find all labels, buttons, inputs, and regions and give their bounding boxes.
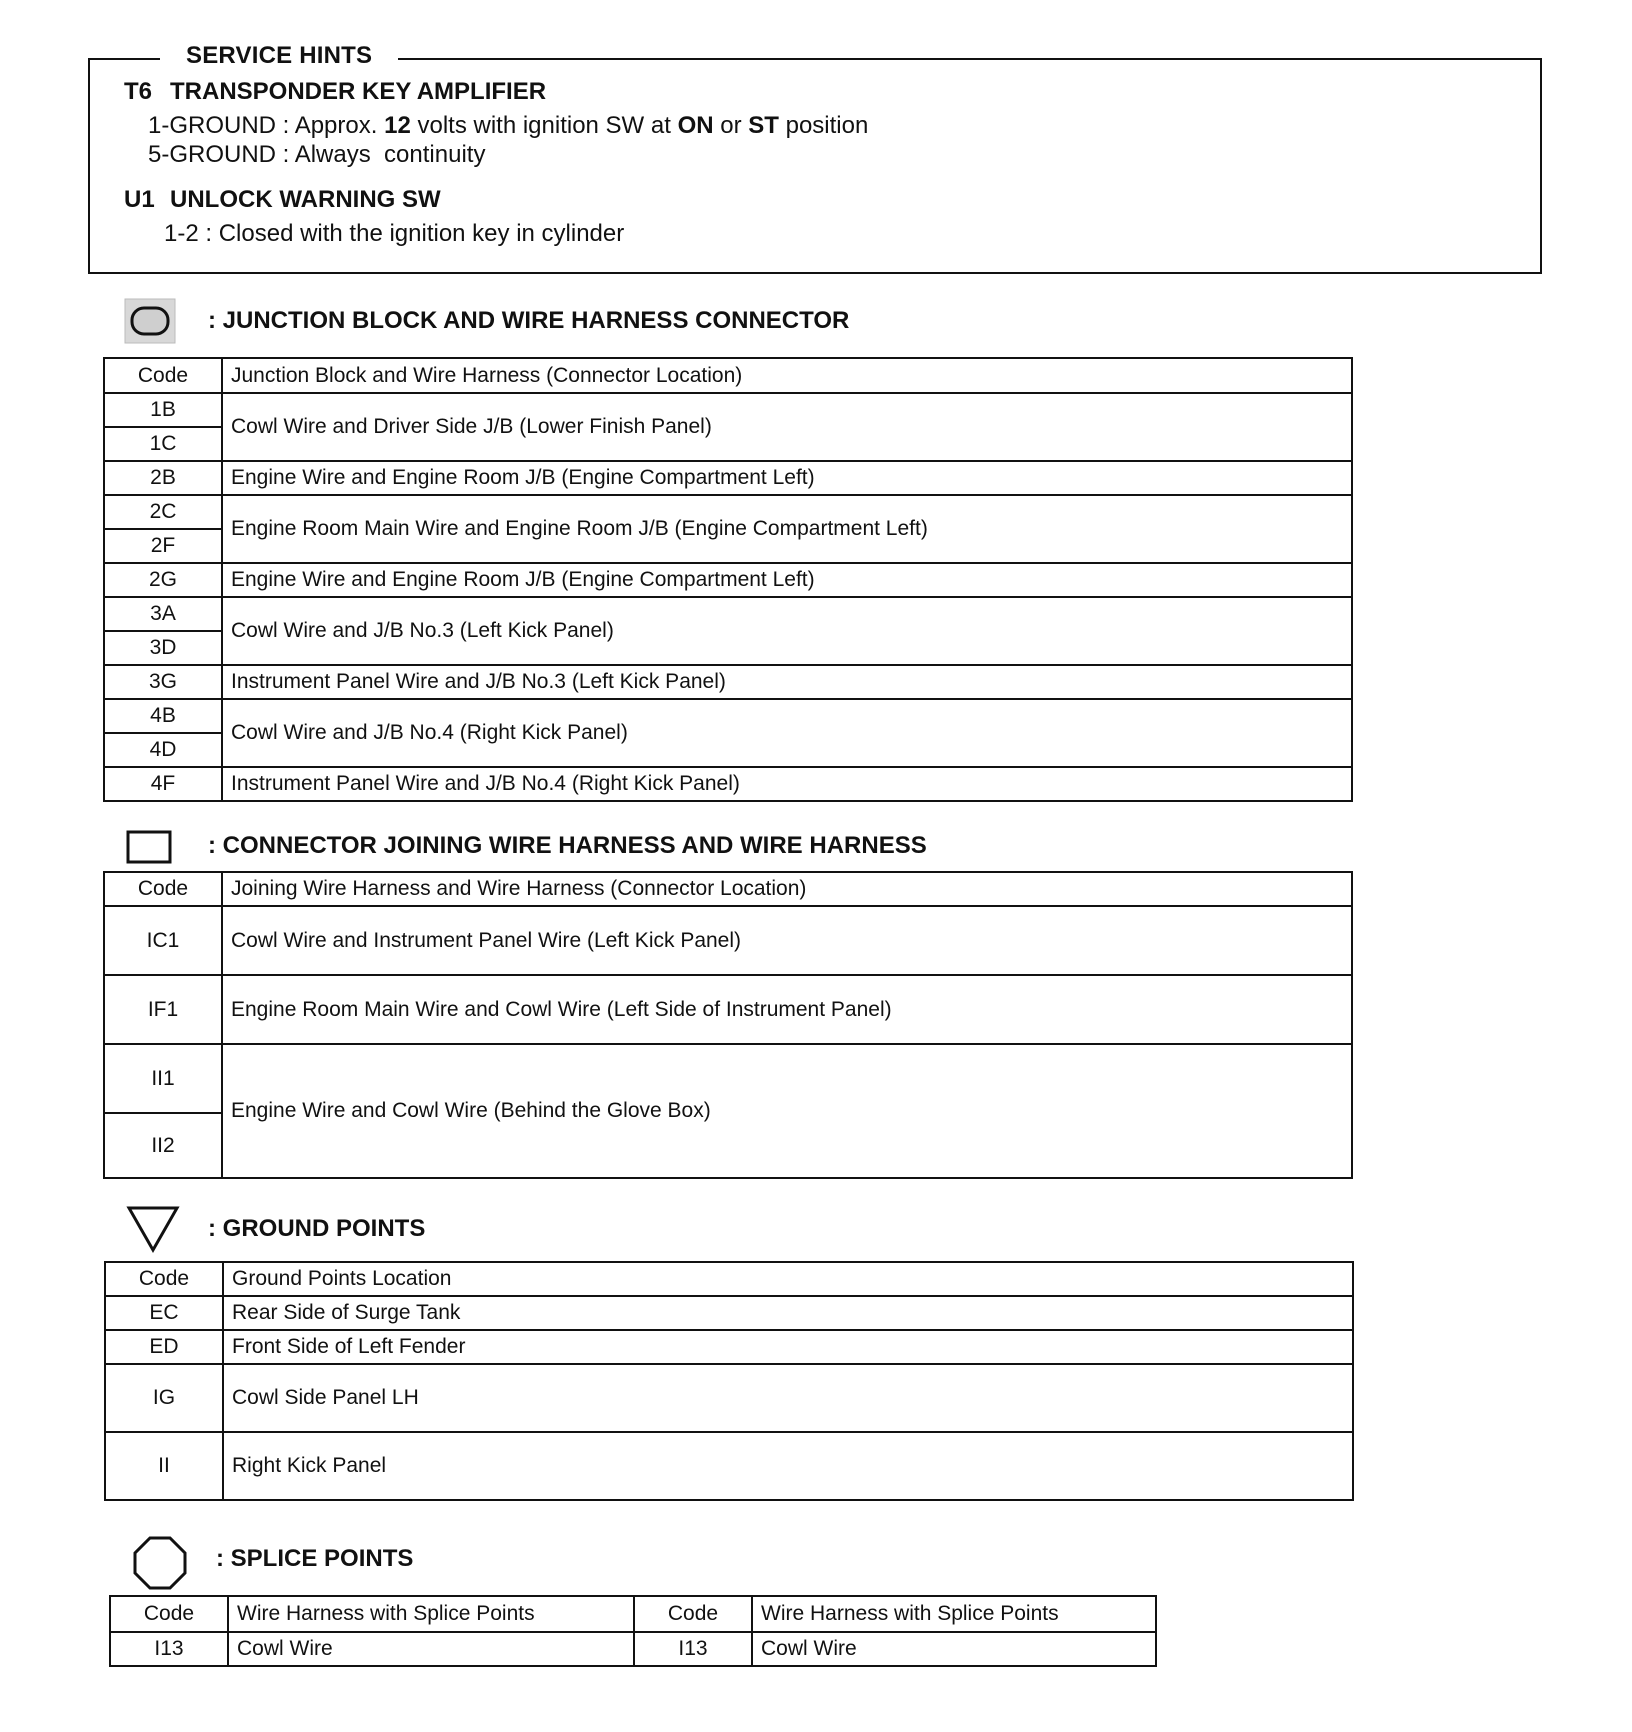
splice-points-table bbox=[109, 1595, 1157, 1667]
code-cell: II1 bbox=[104, 1044, 222, 1113]
table-row bbox=[105, 1432, 1353, 1500]
desc-cell: Instrument Panel Wire and J/B No.4 (Right Kick Panel) bbox=[222, 767, 1352, 801]
code-cell: IC1 bbox=[104, 906, 222, 975]
hint-line bbox=[164, 220, 624, 248]
code-cell: 2F bbox=[104, 529, 222, 563]
ground-triangle-symbol-icon bbox=[126, 1204, 180, 1254]
desc-cell: Cowl Wire and Driver Side J/B (Lower Finish Panel) bbox=[222, 393, 1352, 461]
table-header-row bbox=[105, 1262, 1353, 1296]
service-hints-box bbox=[88, 42, 1542, 274]
table-row bbox=[104, 495, 1352, 529]
desc-cell: Cowl Wire bbox=[228, 1632, 634, 1666]
desc-cell: Right Kick Panel bbox=[223, 1432, 1353, 1500]
desc-cell: Front Side of Left Fender bbox=[223, 1330, 1353, 1364]
header-code: Code bbox=[634, 1596, 752, 1632]
table-row bbox=[104, 393, 1352, 427]
code-cell: 4B bbox=[104, 699, 222, 733]
desc-cell: Cowl Wire and Instrument Panel Wire (Left Kick Panel) bbox=[222, 906, 1352, 975]
code-cell: 2B bbox=[104, 461, 222, 495]
hint-code: T6 bbox=[124, 78, 153, 105]
header-desc: Joining Wire Harness and Wire Harness (Connector Location) bbox=[222, 872, 1352, 906]
code-cell: II bbox=[105, 1432, 223, 1500]
hint-text: Always continuity bbox=[294, 141, 486, 168]
header-desc: Wire Harness with Splice Points bbox=[228, 1596, 634, 1632]
header-code: Code bbox=[110, 1596, 228, 1632]
header-code: Code bbox=[104, 872, 222, 906]
desc-cell: Rear Side of Surge Tank bbox=[223, 1296, 1353, 1330]
hint-title-text: UNLOCK WARNING SW bbox=[170, 186, 441, 213]
hint-bold-value: ST bbox=[748, 112, 779, 139]
header-desc: Junction Block and Wire Harness (Connector Location) bbox=[222, 358, 1352, 393]
hint-pin: 5-GROUND bbox=[148, 141, 277, 168]
hint-line bbox=[148, 141, 485, 169]
code-cell: 2G bbox=[104, 563, 222, 597]
hint-bold-value: 12 bbox=[384, 112, 411, 139]
code-cell: 2C bbox=[104, 495, 222, 529]
hint-title-text: TRANSPONDER KEY AMPLIFIER bbox=[170, 78, 547, 105]
header-code: Code bbox=[104, 358, 222, 393]
table-row bbox=[104, 975, 1352, 1044]
table-row bbox=[104, 906, 1352, 975]
hint-line bbox=[148, 112, 868, 140]
code-cell: 4D bbox=[104, 733, 222, 767]
connector-symbol-icon bbox=[126, 830, 172, 864]
code-cell: 1B bbox=[104, 393, 222, 427]
code-cell: ED bbox=[105, 1330, 223, 1364]
table-header-row bbox=[110, 1596, 1156, 1632]
header-desc: Ground Points Location bbox=[223, 1262, 1353, 1296]
table-header-row bbox=[104, 872, 1352, 906]
splice-points-heading: : SPLICE POINTS bbox=[216, 1545, 414, 1572]
ground-points-table bbox=[104, 1261, 1354, 1501]
code-cell: EC bbox=[105, 1296, 223, 1330]
code-cell: 3G bbox=[104, 665, 222, 699]
desc-cell: Engine Wire and Engine Room J/B (Engine Compartment Left) bbox=[222, 563, 1352, 597]
table-row bbox=[105, 1330, 1353, 1364]
table-row bbox=[104, 461, 1352, 495]
hint-separator: : bbox=[276, 141, 295, 168]
hint-title-u1 bbox=[124, 186, 441, 214]
connector-joining-table bbox=[103, 871, 1353, 1179]
code-cell: 4F bbox=[104, 767, 222, 801]
desc-cell: Instrument Panel Wire and J/B No.3 (Left Kick Panel) bbox=[222, 665, 1352, 699]
desc-cell: Engine Room Main Wire and Cowl Wire (Left Side of Instrument Panel) bbox=[222, 975, 1352, 1044]
connector-joining-heading: : CONNECTOR JOINING WIRE HARNESS AND WIRE HARNESS bbox=[208, 832, 927, 859]
service-hints-legend: SERVICE HINTS bbox=[160, 42, 398, 70]
hint-text: Approx. bbox=[294, 112, 385, 139]
table-row bbox=[104, 597, 1352, 631]
table-row bbox=[110, 1632, 1156, 1666]
code-cell: II2 bbox=[104, 1113, 222, 1178]
table-row bbox=[104, 665, 1352, 699]
table-row bbox=[104, 563, 1352, 597]
desc-cell: Engine Wire and Engine Room J/B (Engine Compartment Left) bbox=[222, 461, 1352, 495]
hint-text: or bbox=[713, 112, 749, 139]
junction-block-heading: : JUNCTION BLOCK AND WIRE HARNESS CONNECTOR bbox=[208, 307, 850, 334]
hint-text: volts with ignition SW at bbox=[410, 112, 678, 139]
code-cell: 3A bbox=[104, 597, 222, 631]
ground-points-heading: : GROUND POINTS bbox=[208, 1215, 426, 1242]
splice-octagon-symbol-icon bbox=[132, 1535, 188, 1591]
table-header-row bbox=[104, 358, 1352, 393]
hint-code: U1 bbox=[124, 186, 155, 213]
hint-text: position bbox=[778, 112, 869, 139]
desc-cell: Cowl Wire and J/B No.4 (Right Kick Panel) bbox=[222, 699, 1352, 767]
desc-cell: Cowl Side Panel LH bbox=[223, 1364, 1353, 1432]
desc-cell: Cowl Wire bbox=[752, 1632, 1156, 1666]
hint-pin: 1-2 bbox=[164, 220, 199, 247]
code-cell: IG bbox=[105, 1364, 223, 1432]
junction-block-table bbox=[103, 357, 1353, 802]
table-row bbox=[104, 1044, 1352, 1113]
hint-separator: : bbox=[198, 220, 219, 247]
code-cell: I13 bbox=[634, 1632, 752, 1666]
code-cell: 3D bbox=[104, 631, 222, 665]
desc-cell: Engine Wire and Cowl Wire (Behind the Glove Box) bbox=[222, 1044, 1352, 1178]
header-desc: Wire Harness with Splice Points bbox=[752, 1596, 1156, 1632]
junction-block-symbol-icon bbox=[124, 298, 176, 344]
header-code: Code bbox=[105, 1262, 223, 1296]
hint-separator: : bbox=[276, 112, 295, 139]
table-row bbox=[104, 699, 1352, 733]
hint-title-t6 bbox=[124, 78, 546, 106]
code-cell: IF1 bbox=[104, 975, 222, 1044]
table-row bbox=[105, 1296, 1353, 1330]
hint-bold-value: ON bbox=[677, 112, 714, 139]
code-cell: I13 bbox=[110, 1632, 228, 1666]
table-row bbox=[105, 1364, 1353, 1432]
hint-text: Closed with the ignition key in cylinder bbox=[218, 220, 625, 247]
table-row bbox=[104, 767, 1352, 801]
desc-cell: Engine Room Main Wire and Engine Room J/B (Engine Compartment Left) bbox=[222, 495, 1352, 563]
code-cell: 1C bbox=[104, 427, 222, 461]
desc-cell: Cowl Wire and J/B No.3 (Left Kick Panel) bbox=[222, 597, 1352, 665]
hint-pin: 1-GROUND bbox=[148, 112, 277, 139]
